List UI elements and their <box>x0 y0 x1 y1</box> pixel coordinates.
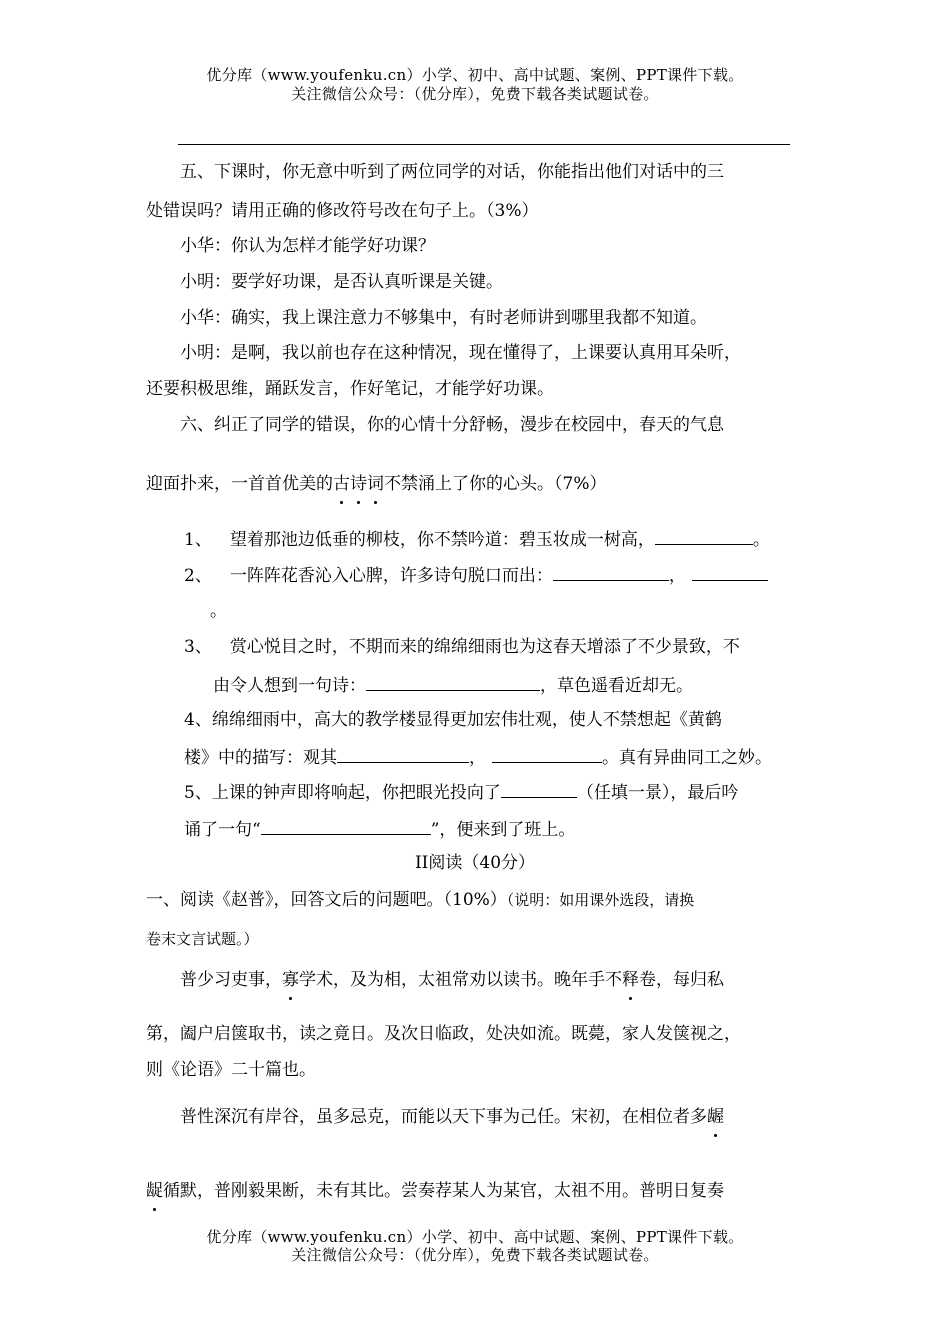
reading-question-1 <box>146 889 694 911</box>
passage-p1-line-1 <box>180 969 724 991</box>
item-3 <box>184 636 740 658</box>
emphasis-char: 古 <box>333 474 350 494</box>
section5-question-line-2: 处错误吗？请用正确的修改符号改在句子上。（3%） <box>146 201 539 221</box>
item-4: 4、绵绵细雨中，高大的教学楼显得更加宏伟壮观，使人不禁想起《黄鹤 <box>184 710 722 730</box>
passage-p2-line-1 <box>180 1106 724 1128</box>
text: 普性深沉有岸谷，虽多忌克，而能以天下事为己任。宋初，在相位者多 <box>180 1107 707 1127</box>
dialogue-line-2: 小明：要学好功课，是否认真听课是关键。 <box>180 272 503 292</box>
item-number: 2、 <box>184 566 212 586</box>
emphasis-char: 寡 <box>282 970 299 990</box>
item-text: 楼》中的描写：观其 <box>184 748 337 768</box>
dialogue-line-1: 小华：你认为怎样才能学好功课？ <box>180 236 435 256</box>
text: 不禁涌上了你的心头。（7%） <box>384 474 607 494</box>
dialogue-line-3: 小华：确实，我上课注意力不够集中，有时老师讲到哪里我都不知道。 <box>180 308 707 328</box>
item-text: ”，便来到了班上。 <box>430 820 576 840</box>
answer-blank[interactable] <box>366 674 540 691</box>
header-divider <box>178 144 790 145</box>
item-2-end: 。 <box>210 601 227 621</box>
dialogue-line-4: 小明：是啊，我以前也存在这种情况，现在懂得了，上课要认真用耳朵听， <box>180 343 741 363</box>
item-4-cont <box>184 746 772 769</box>
item-text: 诵了一句“ <box>184 820 261 840</box>
passage-p1-line-3: 则《论语》二十篇也。 <box>146 1060 316 1080</box>
text: 学术，及为相，太祖常劝以读书。晚年手不 <box>299 970 622 990</box>
emphasis-char: 释 <box>622 970 639 990</box>
passage-p2-line-2 <box>146 1180 724 1202</box>
answer-blank[interactable] <box>655 528 753 545</box>
item-text: （任填一景），最后吟 <box>576 783 739 803</box>
item-text: ，草色遥看近却无。 <box>540 676 693 696</box>
section6-question-line-2 <box>146 473 606 495</box>
item-3-cont <box>213 674 693 697</box>
emphasis-char: 词 <box>367 474 384 494</box>
item-text: 由令人想到一句诗： <box>213 676 366 696</box>
separator: ， <box>469 748 486 768</box>
section6-question-line-1: 六、纠正了同学的错误，你的心情十分舒畅，漫步在校园中，春天的气息 <box>180 415 724 435</box>
item-number: 3、 <box>184 637 212 657</box>
emphasis-char: 龌 <box>707 1107 724 1127</box>
header-line-2: 关注微信公众号：（优分库），免费下载各类试题试卷。 <box>291 85 659 103</box>
item-text: 赏心悦目之时，不期而来的绵绵细雨也为这春天增添了不少景致，不 <box>229 637 740 657</box>
item-end: 。 <box>752 530 770 550</box>
footer-line-2: 关注微信公众号：（优分库），免费下载各类试题试卷。 <box>291 1246 659 1264</box>
footer-line-1: 优分库（www.youfenku.cn）小学、初中、高中试题、案例、PPT课件下载。 <box>206 1228 744 1246</box>
emphasis-char: 诗 <box>350 474 367 494</box>
answer-blank[interactable] <box>501 781 577 798</box>
question-text: 一、阅读《赵普》，回答文后的问题吧。（10%） <box>146 890 507 910</box>
header-line-1: 优分库（www.youfenku.cn）小学、初中、高中试题、案例、PPT课件下载。 <box>206 66 744 84</box>
emphasis-char: 龊 <box>146 1181 163 1201</box>
item-text: 望着那池边低垂的柳枝，你不禁吟道：碧玉妆成一树高， <box>229 530 655 550</box>
answer-blank[interactable] <box>492 746 602 763</box>
section5-question-line-1: 五、下课时，你无意中听到了两位同学的对话，你能指出他们对话中的三 <box>180 162 724 182</box>
text: 卷，每归私 <box>639 970 724 990</box>
question-note-cont: 卷末文言试题。） <box>146 930 259 948</box>
passage-p1-line-2: 第，阖户启箧取书，读之竟日。及次日临政，处决如流。既薨，家人发箧视之， <box>146 1024 741 1044</box>
answer-blank[interactable] <box>553 564 669 581</box>
question-note: （说明：如用课外选段，请换 <box>506 891 695 909</box>
item-number: 1、 <box>184 530 212 550</box>
item-1 <box>184 528 770 551</box>
answer-blank[interactable] <box>261 818 431 835</box>
separator: ， <box>668 566 686 586</box>
answer-blank[interactable] <box>692 564 768 581</box>
text: 迎面扑来，一首首优美的 <box>146 474 333 494</box>
item-2 <box>184 564 768 587</box>
part2-title: II阅读（40分） <box>414 853 536 873</box>
dialogue-line-4-cont: 还要积极思维，踊跃发言，作好笔记，才能学好功课。 <box>146 379 554 399</box>
answer-blank[interactable] <box>337 746 469 763</box>
item-text: 5、上课的钟声即将响起，你把眼光投向了 <box>184 783 501 803</box>
item-5-cont <box>184 818 575 841</box>
item-text: 。真有异曲同工之妙。 <box>602 748 772 768</box>
text: 循默，普刚毅果断，未有其比。尝奏荐某人为某官，太祖不用。普明日复奏 <box>163 1181 724 1201</box>
text: 普少习吏事， <box>180 970 282 990</box>
item-5 <box>184 781 738 804</box>
item-text: 一阵阵花香沁入心脾，许多诗句脱口而出： <box>229 566 553 586</box>
